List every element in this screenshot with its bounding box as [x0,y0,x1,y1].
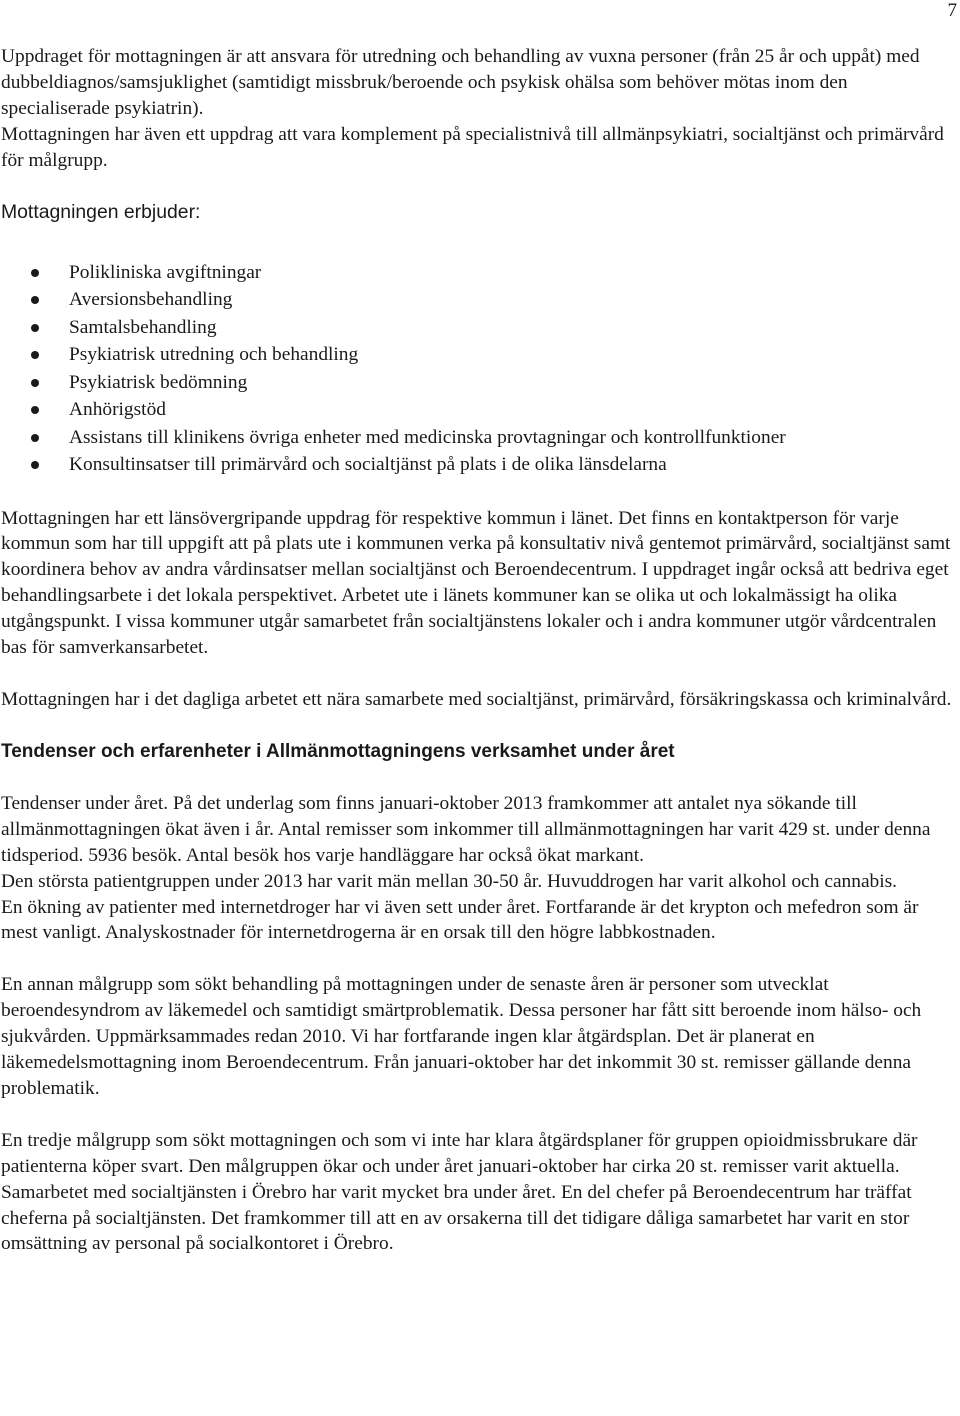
intro-paragraph: Mottagningen har även ett uppdrag att vara komplement på specialistnivå till allmänpsykiatri, socialtjänst och primärvård för målgrupp. [1,123,944,171]
county-paragraph: Mottagningen har i det dagliga arbetet ett nära samarbete med socialtjänst, primärvård, försäkringskassa och kriminalvård. [1,688,952,710]
page-content [1,44,958,1257]
bullet-icon [31,379,39,387]
spacer [1,225,958,259]
bullet-icon [31,296,39,304]
trends-paragraph: En ökning av patienter med internetdroger har vi även sett under året. Fortfarande är det krypton och mefedron som är mest vanligt. Analyskostnader för internetdrogerna är en orsak till den högre labbkostnaden. [1,896,919,944]
list-item-label: Polikliniska avgiftningar [69,261,262,283]
trends-paragraph: Tendenser under året. På det underlag som finns januari-oktober 2013 framkommer att antalet nya sökande till allmänmottagningen ökat även i år. Antal remisser som inkommer till allmänmottagningen har varit 429 st. under denna tidsperiod. 5936 besök. Antal besök hos varje handläggare har också ökat markant. [1,792,931,866]
trends-paragraph: En tredje målgrupp som sökt mottagningen och som vi inte har klara åtgärdsplaner för gruppen opioidmissbrukare där patienterna köper svart. Den målgruppen ökar och under året januari-oktober har cirka 20 st. remisser varit aktuella. [1,1129,918,1177]
spacer [1,946,958,972]
list-item [1,259,958,287]
list-item [1,451,958,479]
trends-paragraph: En annan målgrupp som sökt behandling på mottagningen under de senaste åren är personer som utvecklat beroendesyndrom av läkemedel och samtidigt smärtproblematik. Dessa personer har fått sitt beroende inom hälso- och sjukvården. Uppmärksammades redan 2010. Vi har fortfarande ingen klar åtgärdsplan. Det är planerat en läkemedelsmottagning inom Beroendecentrum. Från januari-oktober har det inkommit 30 st. remisser gällande denna problematik. [1,974,922,1099]
list-item-label: Aversionsbehandling [69,289,233,311]
spacer [1,765,958,791]
intro-paragraph: Uppdraget för mottagningen är att ansvara för utredning och behandling av vuxna personer (från 25 år och uppåt) med dubbeldiagnos/samsjuklighet (samtidigt missbruk/beroende och psykisk ohälsa som behöver mötas inom den specialiserade psykiatrin). [1,46,920,119]
list-item-label: Assistans till klinikens övriga enheter med medicinska provtagningar och kontrollfunktioner [69,426,786,448]
trends-heading: Tendenser och erfarenheter i Allmänmottagningens verksamhet under året [1,740,675,762]
bullet-icon [31,461,39,469]
list-item [1,341,958,369]
spacer [1,661,958,687]
spacer [1,713,958,739]
list-item [1,369,958,397]
trends-paragraph: Samarbetet med socialtjänsten i Örebro har varit mycket bra under året. En del chefer på Beroendecentrum har träffat cheferna på socialtjänsten. Det framkommer till att en av orsakerna till det tidigare dåliga samarbetet har varit en stor omsättning av personal på socialkontoret i Örebro. [1,1181,912,1255]
bullet-icon [31,269,39,277]
bullet-icon [31,351,39,359]
list-item-label: Konsultinsatser till primärvård och socialtjänst på plats i de olika länsdelarna [69,454,667,476]
list-item [1,396,958,424]
bullet-icon [31,406,39,414]
list-item [1,424,958,452]
list-item [1,286,958,314]
list-item-label: Psykiatrisk bedömning [69,371,248,393]
list-item-label: Samtalsbehandling [69,316,217,338]
county-paragraph: Mottagningen har ett länsövergripande uppdrag för respektive kommun i länet. Det finns en kontaktperson för varje kommun som har till uppgift att på plats ute i kommunen verka på konsultativ nivå gentemot primärvård, socialtjänst samt koordinera behov av andra vårdinsatser mellan socialtjänst och Beroendecentrum. I uppdraget ingår också att bedriva eget behandlingsarbete i det lokala perspektivet. Arbetet ute i länets kommuner kan se olika ut och lokalmässigt ha olika utgångspunkt. I vissa kommuner utgår samarbetet från socialtjänstens lokaler och i andra kommuner utgör vårdcentralen bas för samverkansarbetet. [1,507,951,659]
spacer [1,174,958,199]
offers-list [1,259,958,479]
spacer [1,479,958,506]
page-number: 7 [947,0,957,21]
spacer [1,1102,958,1128]
list-item [1,314,958,342]
list-item-label: Psykiatrisk utredning och behandling [69,344,359,366]
trends-paragraph: Den största patientgruppen under 2013 har varit män mellan 30-50 år. Huvuddrogen har varit alkohol och cannabis. [1,870,898,892]
bullet-icon [31,434,39,442]
list-item-label: Anhörigstöd [69,399,166,421]
offers-heading: Mottagningen erbjuder: [1,200,201,223]
bullet-icon [31,324,39,332]
